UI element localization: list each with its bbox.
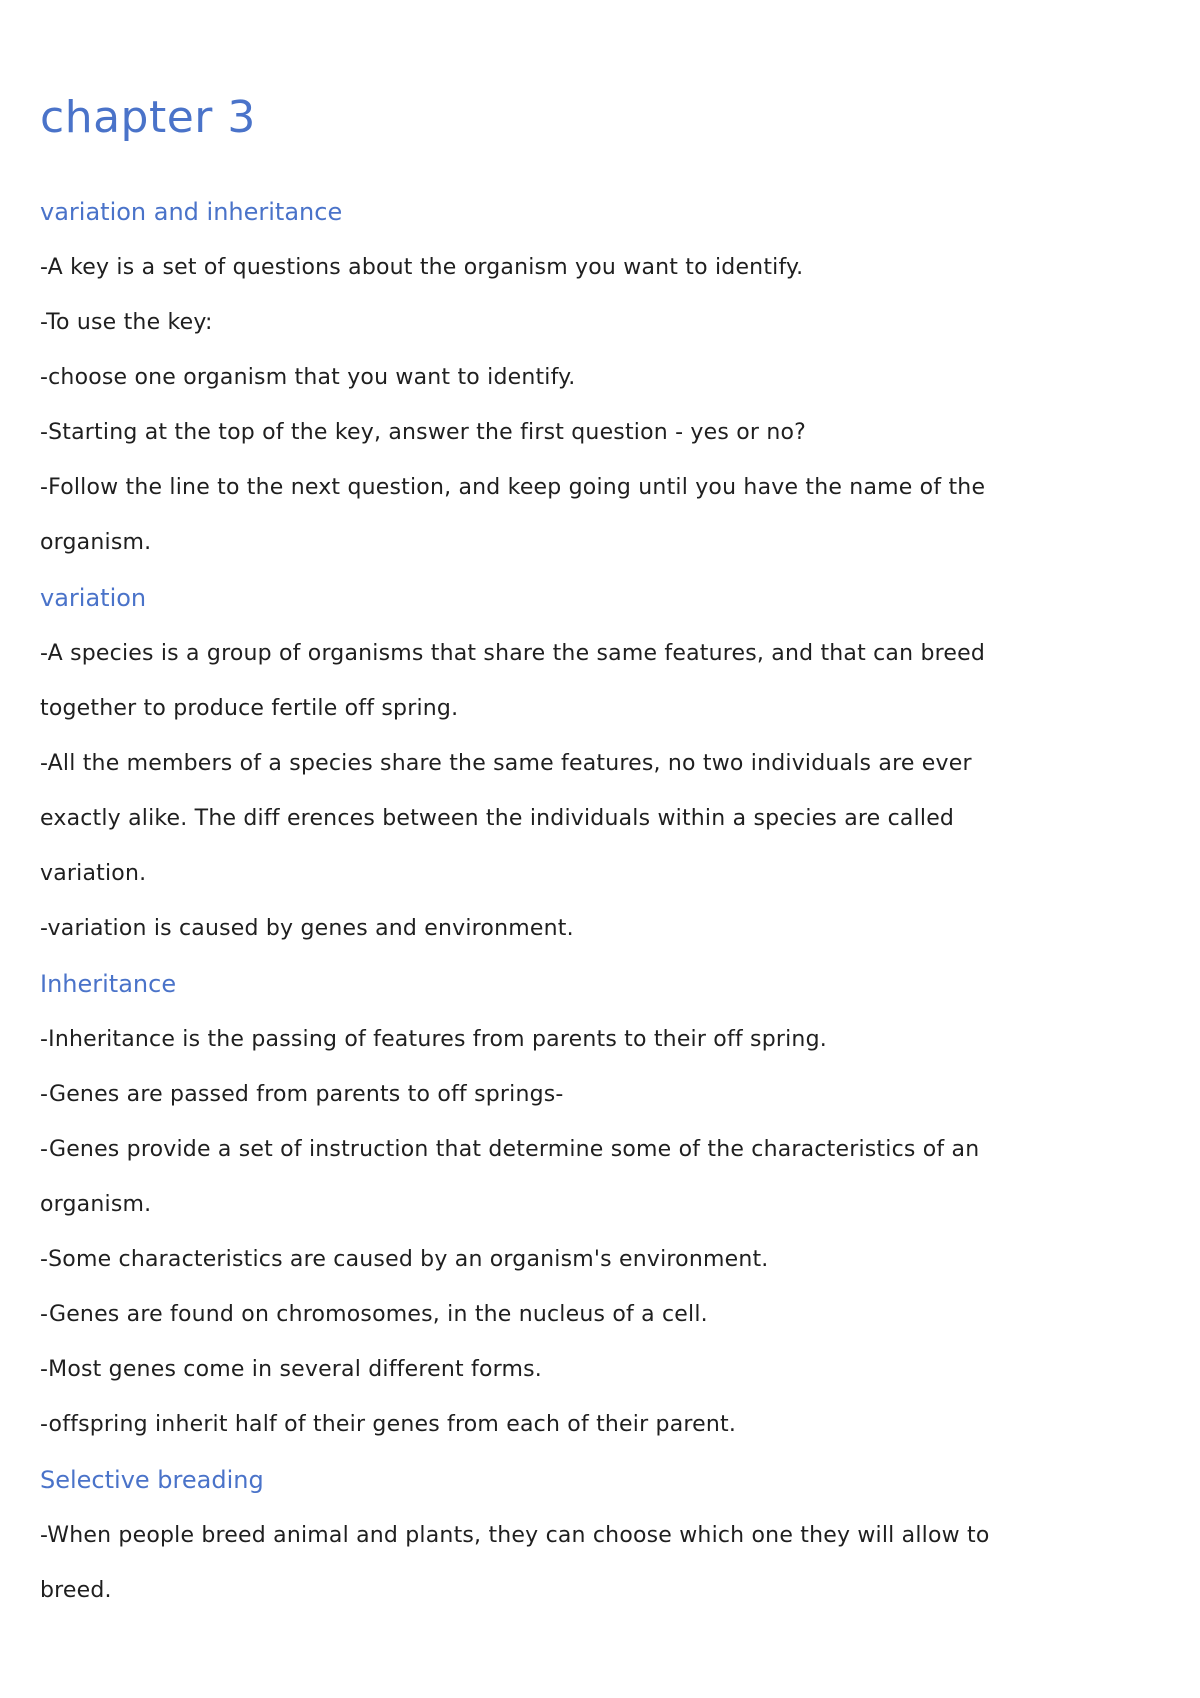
text-line: -All the members of a species share the same features, no two individuals are ever bbox=[40, 751, 972, 776]
text-line: -A species is a group of organisms that share the same features, and that can breed bbox=[40, 641, 986, 666]
text-line: breed. bbox=[40, 1578, 112, 1603]
section-variation bbox=[40, 570, 1140, 956]
text-line: -Genes are passed from parents to off springs- bbox=[40, 1082, 564, 1107]
text-line: -Genes provide a set of instruction that determine some of the characteristics of an bbox=[40, 1137, 980, 1162]
text-line: -A key is a set of questions about the organism you want to identify. bbox=[40, 255, 804, 280]
text-line: -When people breed animal and plants, they can choose which one they will allow to bbox=[40, 1523, 990, 1548]
text-line: organism. bbox=[40, 530, 152, 555]
text-line: -Starting at the top of the key, answer the first question - yes or no? bbox=[40, 420, 807, 445]
text-line: organism. bbox=[40, 1192, 152, 1217]
text-line: variation. bbox=[40, 861, 147, 886]
section-selective-breading bbox=[40, 1452, 1140, 1618]
section-variation-and-inheritance bbox=[40, 184, 1140, 570]
section-heading: variation and inheritance bbox=[40, 198, 343, 226]
section-heading: variation bbox=[40, 584, 147, 612]
text-line: -variation is caused by genes and environment. bbox=[40, 916, 574, 941]
text-line: -choose one organism that you want to identify. bbox=[40, 365, 576, 390]
text-line: together to produce fertile off spring. bbox=[40, 696, 459, 721]
section-heading: Selective breading bbox=[40, 1466, 264, 1494]
text-line: -To use the key: bbox=[40, 310, 213, 335]
text-line: exactly alike. The diff erences between the individuals within a species are called bbox=[40, 806, 955, 831]
chapter-title: chapter 3 bbox=[40, 92, 256, 143]
text-line: -Follow the line to the next question, and keep going until you have the name of the bbox=[40, 475, 986, 500]
section-inheritance bbox=[40, 956, 1140, 1452]
text-line: -Inheritance is the passing of features from parents to their off spring. bbox=[40, 1027, 827, 1052]
text-line: -Genes are found on chromosomes, in the nucleus of a cell. bbox=[40, 1302, 708, 1327]
text-line: -Some characteristics are caused by an organism's environment. bbox=[40, 1247, 769, 1272]
text-line: -Most genes come in several different forms. bbox=[40, 1357, 542, 1382]
text-line: -offspring inherit half of their genes from each of their parent. bbox=[40, 1412, 737, 1437]
section-heading: Inheritance bbox=[40, 970, 177, 998]
